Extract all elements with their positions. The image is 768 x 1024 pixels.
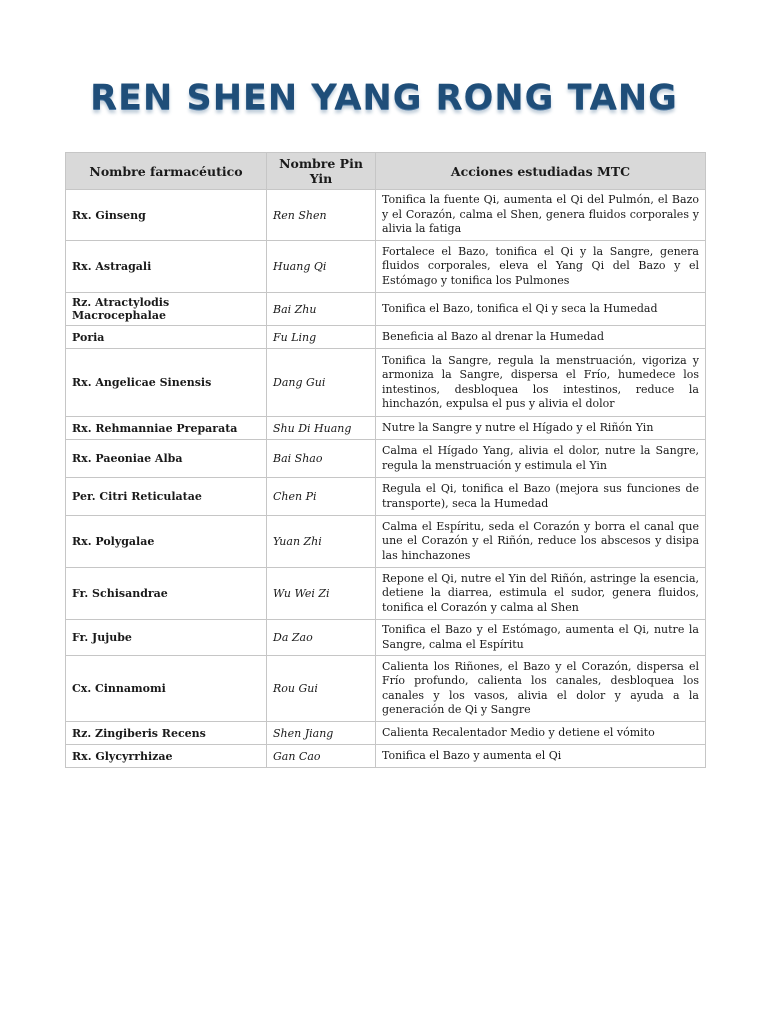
herb-table xyxy=(65,152,706,768)
table-row xyxy=(66,620,706,656)
header-pinyin-name: Nombre Pin Yin xyxy=(267,153,376,190)
pinyin-cell: Dang Gui xyxy=(267,349,376,417)
pharma-name-cell: Rx. Polygalae xyxy=(66,516,267,568)
action-cell: Repone el Qi, nutre el Yin del Riñón, astringe la esencia, detiene la diarrea, estimula el sudor, genera fluidos, tonifica el Corazón y calma al Shen xyxy=(376,568,706,620)
table-row xyxy=(66,190,706,241)
action-cell: Calma el Hígado Yang, alivia el dolor, nutre la Sangre, regula la menstruación y estimula el Yin xyxy=(376,440,706,478)
header-pharma-name: Nombre farmacéutico xyxy=(66,153,267,190)
action-cell: Calienta Recalentador Medio y detiene el vómito xyxy=(376,722,706,745)
table-row xyxy=(66,745,706,768)
pinyin-cell: Shu Di Huang xyxy=(267,417,376,440)
action-cell: Tonifica el Bazo y aumenta el Qi xyxy=(376,745,706,768)
action-cell: Nutre la Sangre y nutre el Hígado y el Riñón Yin xyxy=(376,417,706,440)
action-cell: Fortalece el Bazo, tonifica el Qi y la Sangre, genera fluidos corporales, eleva el Yang Qi del Bazo y el Estómago y tonifica los Pulmones xyxy=(376,241,706,293)
pinyin-cell: Gan Cao xyxy=(267,745,376,768)
table-row xyxy=(66,241,706,293)
table-header-row xyxy=(66,153,706,190)
table-row xyxy=(66,656,706,722)
action-cell: Calma el Espíritu, seda el Corazón y borra el canal que une el Corazón y el Riñón, reduce los abscesos y disipa las hinchazones xyxy=(376,516,706,568)
pinyin-cell: Huang Qi xyxy=(267,241,376,293)
action-cell: Regula el Qi, tonifica el Bazo (mejora sus funciones de transporte), seca la Humedad xyxy=(376,478,706,516)
table-row xyxy=(66,516,706,568)
table-row xyxy=(66,440,706,478)
pinyin-cell: Yuan Zhi xyxy=(267,516,376,568)
document-title: REN SHEN YANG RONG TANG xyxy=(90,78,678,118)
pinyin-cell: Bai Shao xyxy=(267,440,376,478)
table-row xyxy=(66,568,706,620)
action-cell: Tonifica el Bazo, tonifica el Qi y seca la Humedad xyxy=(376,293,706,326)
table-row xyxy=(66,478,706,516)
header-actions: Acciones estudiadas MTC xyxy=(376,153,706,190)
pharma-name-cell: Fr. Jujube xyxy=(66,620,267,656)
pinyin-cell: Bai Zhu xyxy=(267,293,376,326)
pinyin-cell: Shen Jiang xyxy=(267,722,376,745)
pinyin-cell: Rou Gui xyxy=(267,656,376,722)
pinyin-cell: Da Zao xyxy=(267,620,376,656)
pharma-name-cell: Cx. Cinnamomi xyxy=(66,656,267,722)
table-row xyxy=(66,293,706,326)
action-cell: Beneficia al Bazo al drenar la Humedad xyxy=(376,326,706,349)
table-row xyxy=(66,349,706,417)
pharma-name-cell: Rx. Ginseng xyxy=(66,190,267,241)
pinyin-cell: Wu Wei Zi xyxy=(267,568,376,620)
pharma-name-cell: Rx. Paeoniae Alba xyxy=(66,440,267,478)
pharma-name-cell: Rx. Astragali xyxy=(66,241,267,293)
action-cell: Calienta los Riñones, el Bazo y el Corazón, dispersa el Frío profundo, calienta los canales, desbloquea los canales y los vasos, alivia el dolor y ayuda a la generación de Qi y Sangre xyxy=(376,656,706,722)
action-cell: Tonifica el Bazo y el Estómago, aumenta el Qi, nutre la Sangre, calma el Espíritu xyxy=(376,620,706,656)
pharma-name-cell: Per. Citri Reticulatae xyxy=(66,478,267,516)
pharma-name-cell: Rx. Glycyrrhizae xyxy=(66,745,267,768)
pharma-name-cell: Poria xyxy=(66,326,267,349)
pharma-name-cell: Rz. Zingiberis Recens xyxy=(66,722,267,745)
action-cell: Tonifica la fuente Qi, aumenta el Qi del Pulmón, el Bazo y el Corazón, calma el Shen, genera fluidos corporales y alivia la fatiga xyxy=(376,190,706,241)
table-row xyxy=(66,722,706,745)
pharma-name-cell: Rz. Atractylodis Macrocephalae xyxy=(66,293,267,326)
table-row xyxy=(66,417,706,440)
table-row xyxy=(66,326,706,349)
pinyin-cell: Fu Ling xyxy=(267,326,376,349)
pinyin-cell: Chen Pi xyxy=(267,478,376,516)
pinyin-cell: Ren Shen xyxy=(267,190,376,241)
pharma-name-cell: Rx. Rehmanniae Preparata xyxy=(66,417,267,440)
action-cell: Tonifica la Sangre, regula la menstruación, vigoriza y armoniza la Sangre, dispersa el Frío, humedece los intestinos, desbloquea los intestinos, reduce la hinchazón, expulsa el pus y alivia el dolor xyxy=(376,349,706,417)
pharma-name-cell: Fr. Schisandrae xyxy=(66,568,267,620)
pharma-name-cell: Rx. Angelicae Sinensis xyxy=(66,349,267,417)
